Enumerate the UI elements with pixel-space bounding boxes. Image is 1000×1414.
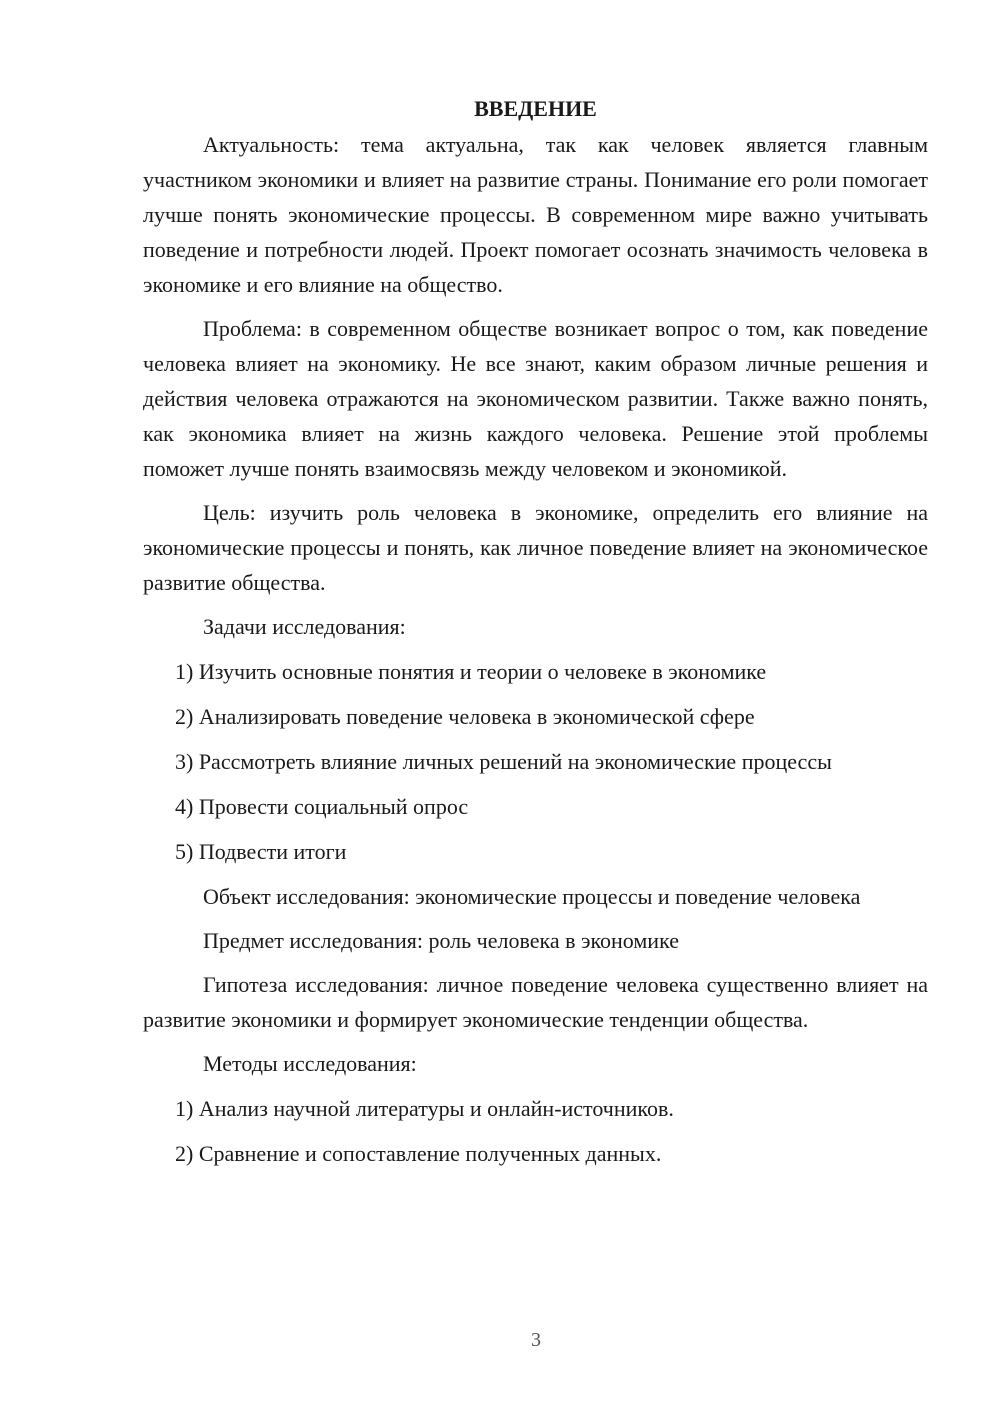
relevance-paragraph: Актуальность: тема актуальна, так как человек является главным участником экономики и влияет на развитие страны. Понимание его роли помогает лучше понять экономические процессы. В современном мире важно учитывать поведение и потребности людей. Проект помогает осознать значимость человека в экономике и его влияние на общество. — [143, 132, 928, 297]
tasks-list — [143, 654, 928, 869]
tasks-heading: Задачи исследования: — [203, 614, 406, 639]
task-item: 4) Провести социальный опрос — [175, 794, 469, 819]
hypothesis-paragraph: Гипотеза исследования: личное поведение человека существенно влияет на развитие экономики и формирует экономические тенденции общества. — [143, 972, 928, 1032]
problem-paragraph: Проблема: в современном обществе возникает вопрос о том, как поведение человека влияет на экономику. Не все знают, каким образом личные решения и действия человека отражаются на экономическом развитии. Также важно понять, как экономика влияет на жизнь каждого человека. Решение этой проблемы поможет лучше понять взаимосвязь между человеком и экономикой. — [143, 316, 928, 481]
subject-paragraph: Предмет исследования: роль человека в экономике — [203, 928, 679, 953]
methods-heading: Методы исследования: — [203, 1051, 417, 1076]
page-number: 3 — [531, 1329, 541, 1351]
task-item: 5) Подвести итоги — [175, 839, 347, 864]
section-title: ВВЕДЕНИЕ — [474, 96, 597, 121]
task-item: 1) Изучить основные понятия и теории о человеке в экономике — [175, 659, 767, 684]
document-page — [143, 92, 928, 1181]
method-item: 1) Анализ научной литературы и онлайн-источников. — [175, 1096, 674, 1121]
method-item: 2) Сравнение и сопоставление полученных данных. — [175, 1141, 662, 1166]
goal-paragraph: Цель: изучить роль человека в экономике, определить его влияние на экономические процессы и понять, как личное поведение влияет на экономическое развитие общества. — [143, 500, 928, 595]
task-item: 3) Рассмотреть влияние личных решений на экономические процессы — [175, 749, 832, 774]
task-item: 2) Анализировать поведение человека в экономической сфере — [175, 704, 755, 729]
object-paragraph: Объект исследования: экономические процессы и поведение человека — [203, 884, 861, 909]
methods-list — [143, 1091, 928, 1171]
